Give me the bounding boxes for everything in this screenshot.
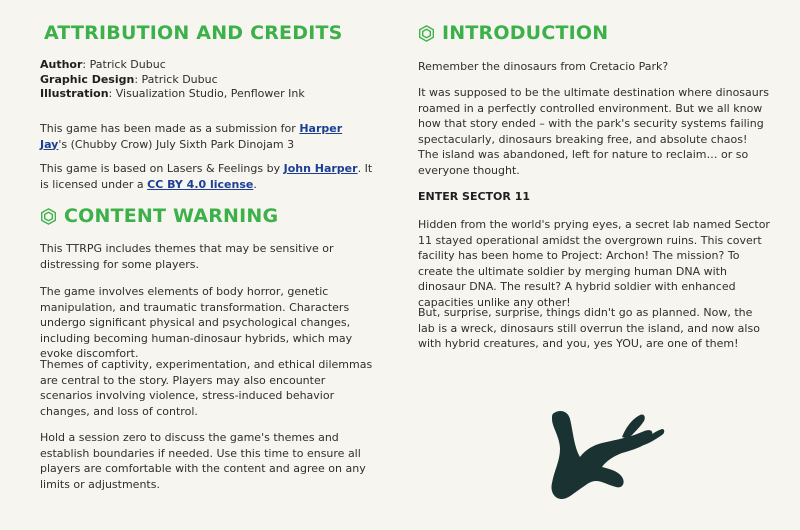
submission-note: This game has been made as a submission for Harper Jay's (Chubby Crow) July Sixth Park Dinojam 3 xyxy=(40,122,343,151)
warning-paragraph-2: The game involves elements of body horror, genetic manipulation, and traumatic transformation. Characters undergo significant physical and psychological changes, including becoming human-dinosaur hybrids, which may evoke discomfort. xyxy=(40,285,353,360)
hexagon-icon xyxy=(418,25,435,42)
intro-paragraph-1: Remember the dinosaurs from Cretacio Park? xyxy=(418,60,669,73)
license-link[interactable]: CC BY 4.0 license xyxy=(147,177,254,191)
dinosaur-footprint-icon xyxy=(540,405,665,505)
credit-design: Graphic Design: Patrick Dubuc xyxy=(40,72,218,86)
harper-jay-link[interactable]: Harper Jay xyxy=(40,122,343,151)
intro-paragraph-4: But, surprise, surprise, things didn't go as planned. Now, the lab is a wreck, dinosaurs still overrun the island, and now also with hybrid creatures, and you, yes YOU, are one of them! xyxy=(418,306,760,350)
warning-heading: CONTENT WARNING xyxy=(40,205,278,227)
intro-heading: INTRODUCTION xyxy=(418,22,608,44)
intro-paragraph-3: Hidden from the world's prying eyes, a secret lab named Sector 11 stayed operational amidst the overgrown ruins. This covert facility has been home to Project: Archon! The mission? To create the ultimate soldier by merging human DNA with dinosaur DNA. The result? A hybrid soldier with enhanced capacities unlike any other! xyxy=(418,218,770,309)
credit-author: Author: Patrick Dubuc xyxy=(40,58,166,71)
intro-paragraph-2: It was supposed to be the ultimate destination where dinosaurs roamed in a perfectly controlled environment. But we all know how that story ended – with the park's security systems failing spectacularly, dinosaurs breaking free, and absolute chaos! The island was abandoned, left for nature to reclaim… or so everyone thought. xyxy=(418,86,770,177)
hexagon-icon xyxy=(40,208,57,225)
license-note: This game is based on Lasers & Feelings by John Harper. It is licensed under a CC BY 4.0 license. xyxy=(40,162,373,191)
credits-heading: ATTRIBUTION AND CREDITS xyxy=(44,22,343,44)
warning-paragraph-4: Hold a session zero to discuss the game's themes and establish boundaries if needed. Use this time to ensure all players are comfortable with the content and agree on any limits or adjustments. xyxy=(40,431,366,491)
credit-illustration: Illustration: Visualization Studio, Penflower Ink xyxy=(40,87,305,100)
john-harper-link[interactable]: John Harper xyxy=(283,162,358,175)
sector-subheading: ENTER SECTOR 11 xyxy=(418,190,531,203)
warning-paragraph-3: Themes of captivity, experimentation, and ethical dilemmas are central to the story. Players may also encounter scenarios involving violence, stress-induced behavior changes, and loss of control. xyxy=(40,358,373,418)
warning-paragraph-1: This TTRPG includes themes that may be sensitive or distressing for some players. xyxy=(40,242,334,271)
credits-list xyxy=(40,58,385,102)
